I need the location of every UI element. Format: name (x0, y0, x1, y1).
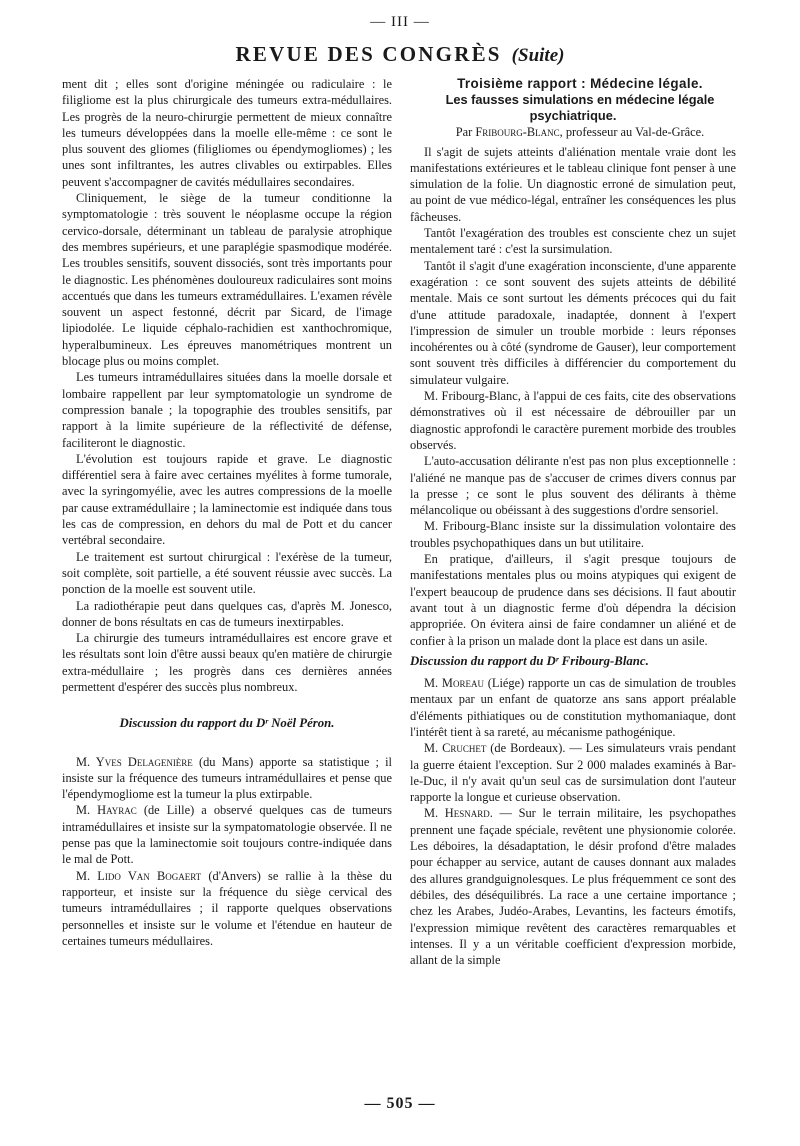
discussion-entry (62, 754, 392, 803)
speaker-name: M. Hesnard (424, 806, 490, 821)
speaker-name: M. Cruchet (424, 741, 487, 756)
speaker-text: (de Bordeaux). — Les simulateurs vrais pendant la guerre étaient l'exception. Sur 2 000 malades examinés à Bar-le-Duc, il n'y avait qu'un seul cas de sursimulation dont l'auteur rapporte la longue et curieuse observation. (410, 741, 736, 805)
speaker-name: M. Lido Van Bogaert (76, 868, 202, 883)
paragraph: M. Fribourg-Blanc, à l'appui de ces faits, cite des observations démonstratives où il est nécessaire de débrouiller par un diagnostic approfondi le caractère purement morbide des troubles observés. (410, 389, 736, 452)
speaker-text: (Liége) rapporte un cas de simulation de troubles mentaux par un enfant de quatorze ans sans apport préalable d'éléments pithiatiques ou de constitution mythomaniaque, dont l'intérêt tient à sa rareté, au mécanisme pathogénique. (410, 676, 737, 739)
discussion-heading: Discussion du rapport du Dʳ Noël Péron. (119, 716, 335, 731)
paragraph: ment dit ; elles sont d'origine méningée ou radiculaire : le filigliome est la plus chirurgicale des tumeurs extra-médullaires. Les progrès de la neuro-chirurgie permettent de mieux connaître les tumeurs développées dans la moelle elle-même : ce sont le plus souvent des gliomes (filigliomes ou épendymogliomes) ; les unes sont infiltrantes, les autres clivables ou extirpables. Elles peuvent s'accompagner de cavités médullaires secondaires. (62, 77, 392, 189)
paragraph: L'auto-accusation délirante n'est pas non plus exceptionnelle : l'aliéné ne manque pas de s'accuser de crimes divers connus par la presse ; ce sont le plus souvent des délirants à thème mélancolique ou obéissant à des suggestions d'ordre sensoriel. (410, 454, 736, 518)
speaker-name: M. Hayrac (76, 803, 137, 818)
paragraph: Tantôt l'exagération des troubles est consciente chez un sujet mentalement taré : c'est la sursimulation. (410, 226, 736, 257)
folio: — III — (370, 14, 430, 30)
discussion-heading: Discussion du rapport du Dʳ Fribourg-Blanc. (410, 653, 649, 668)
author-line (410, 124, 736, 140)
author-prefix: Par (455, 125, 476, 140)
report-subtitle: Les fausses simulations en médecine légale psychiatrique. (445, 92, 715, 124)
left-column (62, 76, 392, 949)
author-name: Fribourg-Blanc (475, 125, 560, 140)
right-column (410, 76, 736, 968)
paragraph: Les tumeurs intramédullaires situées dans la moelle dorsale et lombaire rappellent par leur symptomatologie un syndrome de compression banale ; la topographie des troubles sensitifs, par rapport à la limite supérieure de la réflectivité de défense, faciliteront le diagnostic. (62, 370, 392, 450)
speaker-name: M. Moreau (424, 676, 484, 691)
speaker-text: (du Mans) apporte sa statistique ; il insiste sur la fréquence des tumeurs intramédullaires et pense que l'épendymogliome est la tumeur la plus extirpable. (62, 754, 392, 802)
speaker-text: . — Sur le terrain militaire, les psychopathes prennent une façade spéciale, revêtent une physionomie colorée. Les déboires, la désadaptation, le désir profond d'être malades pour échapper au service, autant de causes donnant aux malades des allures grandguignolesques. Le plus fréquemment ce sont des débiles, des déséquilibrés. La race a une certaine importance ; chez les Arabes, Judéo-Arabes, Levantins, les facteurs émotifs, l'expression mimique revêtent des caractères remarquables et intenses. Il y a un véritable coefficient d'expression morbide, allant de la simple (410, 806, 736, 968)
running-title (0, 42, 800, 67)
paragraph: Tantôt il s'agit d'une exagération inconsciente, d'une apparente exagération : ce sont souvent des sujets atteints de débilité mentale. Mais ce sont surtout les déments précoces qui du fait d'une attitude paradoxale, inadaptée, donnent à l'expert l'impression de simuler un trouble morbide : leurs réponses incohérentes ou à côté (syndrome de Gauser), leur comportement sont souvent très difficiles à différencier du comportement du simulateur vulgaire. (410, 258, 736, 387)
speaker-name: M. Yves Delagenière (76, 754, 193, 769)
paragraph: Cliniquement, le siège de la tumeur conditionne la symptomatologie : très souvent le néoplasme occupe la région cervico-dorsale, déterminant un tableau de paralysie atrophique des membres supérieurs, et une paraplégie spasmodique modérée. Les troubles sensitifs, souvent dissociés, sont très importants pour le diagnostic. Les phénomènes douloureux radiculaires sont moins accentués que dans les tumeurs extramédullaires. L'examen révèle souvent un aspect festonné, décrit par Sicard, de l'image lipiodolée. Le liquide céphalo-rachidien est xanthochromique, hyperalbumineux. Les épreuves manométriques montrent un blocage plus ou moins complet. (62, 191, 392, 369)
discussion-entry (410, 805, 736, 968)
page-number: — 505 — (364, 1095, 436, 1112)
paragraph: M. Fribourg-Blanc insiste sur la dissimulation volontaire des troubles psychopathiques dans un but utilitaire. (410, 519, 736, 550)
paragraph: La chirurgie des tumeurs intramédullaires est encore grave et les résultats sont loin d'être aussi beaux qu'en matière de chirurgie extra-médullaire ; les progrès dans ces dernières années permettent d'espérer des succès plus nombreux. (62, 631, 392, 694)
paragraph: L'évolution est toujours rapide et grave. Le diagnostic différentiel sera à faire avec certaines myélites à forme tumorale, avec la syringomyélie, avec les autres compressions de la moelle par cause extramédullaire ; la laminectomie est indiquée dans tous les cas de compression, en dehors du mal de Pott et du cancer vertébral secondaire. (62, 451, 392, 548)
paragraph: Le traitement est surtout chirurgical : l'exérèse de la tumeur, soit complète, soit partielle, a été souvent réussie avec succès. La ponction de la moelle est souvent utile. (62, 549, 392, 597)
speaker-text: (d'Anvers) se rallie à la thèse du rapporteur, et insiste sur la fréquence du siège cervical des tumeurs intramédullaires ; il rapporte quelques observations personnelles et insiste sur le volume et l'étendue en hauteur de certaines tumeurs médullaires. (62, 868, 393, 948)
suite-label: (Suite) (511, 45, 565, 66)
speaker-text: (de Lille) a observé quelques cas de tumeurs intramédullaires et insiste sur la sympatomatologie observée. Il ne pense pas que la laminectomie soit toujours contre-indiquée dans le mal de Pott. (62, 803, 393, 867)
paragraph: La radiothérapie peut dans quelques cas, d'après M. Jonesco, donner de bons résultats en cas de tumeurs inextirpables. (62, 598, 392, 629)
author-suffix: , professeur au Val-de-Grâce. (559, 125, 705, 140)
discussion-entry (62, 802, 392, 867)
discussion-entry (410, 675, 736, 740)
discussion-entry (62, 868, 392, 949)
discussion-entry (410, 740, 736, 805)
report-title: Troisième rapport : Médecine légale. (457, 76, 703, 91)
paragraph: En pratique, d'ailleurs, il s'agit presque toujours de manifestations mentales plus ou moins atypiques qui exigent de l'expert beaucoup de prudence dans ses décisions. Il faut aboutir avant tout à un diagnostic ferme d'où dépendra la décision appropriée. On évitera ainsi de faire condamner un aliéné et de confier à la prison un malade dont la place est dans un asile. (410, 552, 736, 648)
journal-title: REVUE DES CONGRÈS (235, 42, 502, 66)
paragraph: Il s'agit de sujets atteints d'aliénation mentale vraie dont les manifestations extérieures et le tableau clinique font penser à une simulation de la folie. Un diagnostic erroné de simulation peut, au point de vue médico-légal, entraîner les conséquences les plus fâcheuses. (410, 144, 736, 224)
